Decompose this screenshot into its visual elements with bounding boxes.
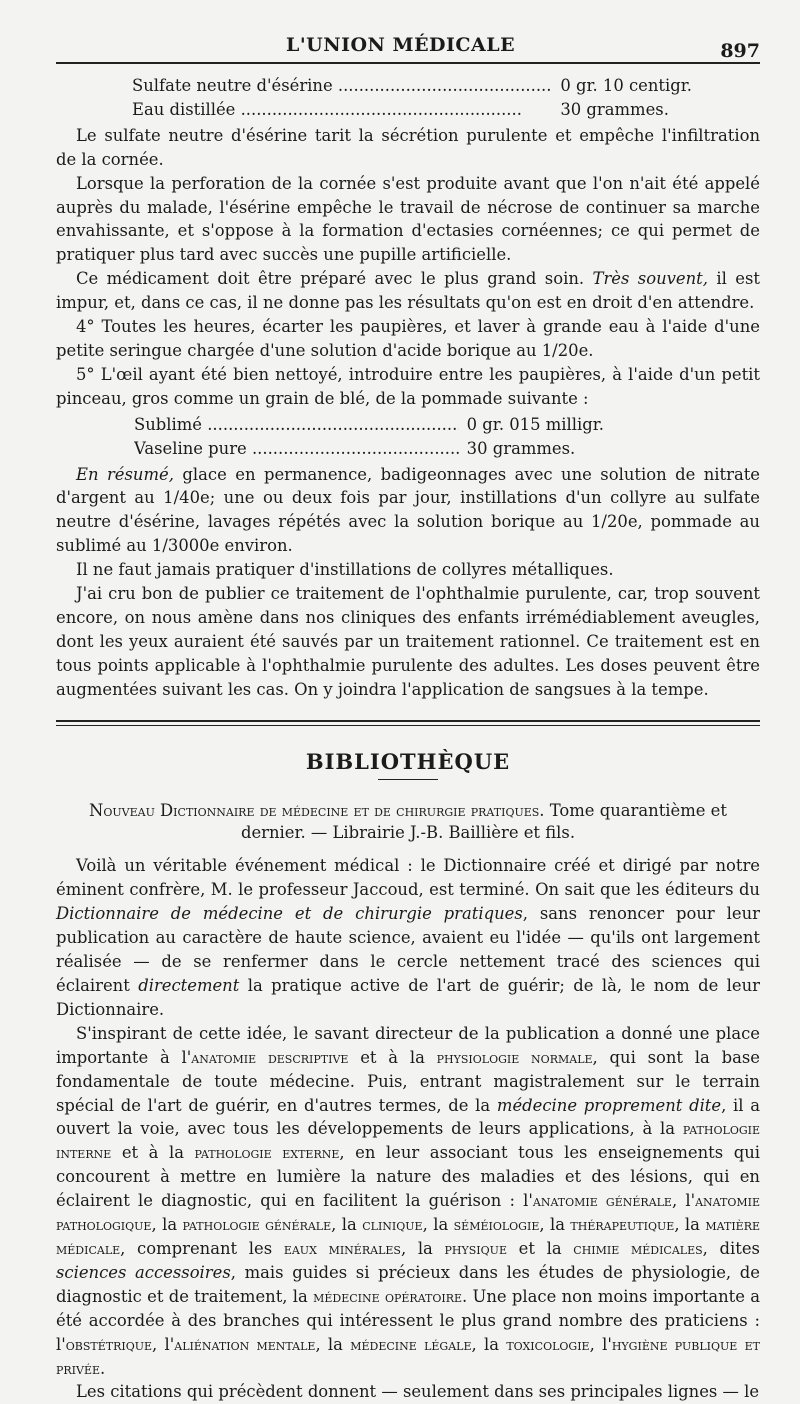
- text-run: Voilà un véritable événement médical : le Dictionnaire créé et dirigé par notre éminent confrère, M. le professeur Jaccoud, est terminé. On sait que les éditeurs du: [56, 856, 760, 900]
- running-head: [56, 28, 760, 64]
- recipe-ingredient: Sulfate neutre d'ésérine .....: [132, 74, 552, 98]
- styled-term: aliénation mentale: [174, 1334, 316, 1354]
- text-run: Ce médicament doit être préparé avec le plus grand soin.: [76, 269, 585, 289]
- text-run: , la: [674, 1215, 706, 1235]
- styled-term: anatomie descriptive: [191, 1047, 349, 1067]
- text-run: glace en permanence, badigeonnages avec une solution de nitrate d'argent au 1/40e; une ou deux fois par jour, instillations d'un collyre au sulfate neutre d'ésérine, lavages répétés avec la solution borique au 1/20e, pommade au sublimé au 1/3000e environ.: [56, 464, 761, 556]
- paragraph: Lorsque la perforation de la cornée s'est produite avant que l'on n'ait été appelé auprès du malade, l'ésérine empêche le travail de nécrose de continuer sa marche envahissante, et s'oppose à la formation d'ectasies cornéennes; ce qui permet de pratiquer plus tard avec succès une pupille artificielle.: [56, 173, 760, 265]
- review-paragraph: [56, 1022, 760, 1381]
- text-run: il est impur, et, dans ce cas, il ne donne pas les résultats qu'on est en droit d'en attendre.: [56, 269, 760, 313]
- text-run: et à la: [348, 1047, 437, 1067]
- styled-term: chimie médicales: [573, 1238, 703, 1258]
- paragraph: 5° L'œil ayant été bien nettoyé, introduire entre les paupières, à l'aide d'un petit pinceau, gros comme un grain de blé, de la pommade suivante :: [56, 364, 760, 408]
- header-rule: [56, 62, 760, 64]
- text-run: , la: [151, 1215, 183, 1235]
- text-run: , en leur associant tous les enseignements qui concourent à mettre en lumière la nature des maladies et des lésions, qui en éclairent le diagnostic, qui en facilitent la guérison : l': [56, 1143, 760, 1211]
- text-run: , l': [589, 1334, 612, 1354]
- title-rule: [378, 779, 438, 780]
- text-run: .: [100, 1358, 106, 1378]
- styled-term: thérapeutique: [570, 1215, 675, 1235]
- recipe-ingredient: Sublimé .....: [134, 413, 459, 437]
- book-title-main: Nouveau Dictionnaire de médecine et de chirurgie pratiques.: [89, 801, 545, 821]
- styled-term: physiologie normale: [436, 1047, 593, 1067]
- journal-title: L'UNION MÉDICALE: [286, 34, 516, 56]
- styled-term: obstétrique: [65, 1334, 153, 1354]
- page-number: 897: [720, 40, 760, 62]
- review-paragraph: [56, 854, 760, 1021]
- text-run: , l': [671, 1191, 696, 1211]
- text-run: , mais guides si précieux dans les études de physiologie, de diagnostic et de traitement, la: [56, 1262, 760, 1306]
- styled-term: anatomie générale: [532, 1191, 672, 1211]
- styled-term: anatomie pathologique: [56, 1191, 760, 1235]
- review-paragraph: Les citations qui précèdent donnent — seulement dans ses principales lignes — le: [76, 1382, 760, 1402]
- paragraph: 4° Toutes les heures, écarter les paupières, et laver à grande eau à l'aide d'une petite seringue chargée d'une solution d'acide borique au 1/20e.: [56, 317, 760, 360]
- recipe-dose: 30 grammes.: [466, 438, 576, 458]
- styled-term: pathologie générale: [182, 1215, 332, 1235]
- text-run: la pratique active de l'art de guérir; de là, le nom de leur Dictionnaire.: [56, 976, 760, 1019]
- text-run: , comprenant les: [120, 1238, 284, 1258]
- text-run: , la: [422, 1215, 454, 1235]
- recipe-dose: 30 grammes.: [560, 99, 669, 119]
- styled-term: pathologie externe: [194, 1143, 340, 1163]
- text-run: , dites: [702, 1238, 760, 1258]
- text-run: et la: [506, 1238, 574, 1258]
- recipe-eserine: [132, 74, 692, 122]
- text-run: et à la: [111, 1143, 195, 1163]
- styled-term: toxicologie: [506, 1334, 590, 1354]
- paragraph: Il ne faut jamais pratiquer d'instillations de collyres métalliques.: [76, 560, 614, 580]
- recipe-ingredient: Eau distillée .....: [132, 98, 552, 122]
- section-title: BIBLIOTHÈQUE: [305, 748, 511, 774]
- text-run: , la: [315, 1334, 351, 1354]
- styled-term: médecine opératoire: [313, 1286, 463, 1306]
- text-run: , la: [471, 1334, 507, 1354]
- paragraph: [56, 463, 760, 559]
- article-body: [56, 72, 760, 1404]
- text-run: , qui sont la base fondamentale de toute médecine. Puis, entrant magistralement sur le terrain spécial de l'art de guérir, en d'autres termes, de la: [56, 1047, 760, 1115]
- styled-term: pathologie interne: [56, 1119, 760, 1163]
- text-run: , la: [331, 1215, 363, 1235]
- styled-term: physique: [444, 1238, 507, 1258]
- recipe-ingredient: Vaseline pure .....: [134, 437, 459, 461]
- recipe-dose: 0 gr. 015 milligr.: [466, 414, 604, 434]
- section-divider: [56, 720, 760, 726]
- emphasis: En résumé,: [76, 464, 174, 484]
- paragraph: Le sulfate neutre d'ésérine tarit la sécrétion purulente et empêche l'infiltration de la cornée.: [56, 125, 760, 169]
- styled-term: sciences accessoires: [56, 1262, 231, 1282]
- text-run: , la: [539, 1215, 571, 1235]
- styled-term: médecine légale: [350, 1334, 472, 1354]
- emphasis: Très souvent,: [592, 269, 708, 289]
- styled-term: Dictionnaire de médecine et de chirurgie pratiques: [56, 904, 523, 924]
- book-title-rest: Tome quarantième et dernier. — Librairie J.-B. Baillière et fils.: [240, 801, 727, 843]
- styled-term: hygiène publique et privée: [56, 1334, 760, 1378]
- text-run: , il a ouvert la voie, avec tous les développements de leurs applications, à la: [56, 1095, 761, 1139]
- text-run: S'inspirant de cette idée, le savant directeur de la publication a donné une place importante à l': [56, 1023, 760, 1067]
- styled-term: eaux minérales: [283, 1238, 401, 1258]
- text-run: , la: [400, 1238, 445, 1258]
- recipe-dose: 0 gr. 10 centigr.: [560, 76, 692, 95]
- styled-term: clinique: [362, 1215, 423, 1235]
- text-run: . Une place non moins importante a été accordée à des branches qui intéressent le plus grand nombre des praticiens : l': [56, 1286, 760, 1354]
- recipe-pommade: [134, 413, 604, 461]
- paragraph: J'ai cru bon de publier ce traitement de l'ophthalmie purulente, car, trop souvent encore, on nous amène dans nos cliniques des enfants irrémédiablement aveugles, dont les yeux auraient été sauvés par un traitement rationnel. Ce traitement est en tous points applicable à l'ophthalmie purulente des adultes. Les doses peuvent être augmentées suivant les cas. On y joindra l'application de sangsues à la tempe.: [56, 584, 760, 699]
- text-run: , sans renoncer pour leur publication au caractère de haute science, avaient eu l'idée — qu'ils ont largement réalisée — de se renfermer dans le cercle nettement tracé des sciences qui éclairent: [56, 904, 760, 995]
- styled-term: matière médicale: [56, 1215, 761, 1258]
- paragraph: [56, 267, 760, 315]
- styled-term: directement: [138, 976, 240, 995]
- styled-term: médecine proprement dite: [496, 1095, 722, 1115]
- book-title: [56, 800, 760, 844]
- styled-term: séméiologie: [453, 1215, 540, 1235]
- text-run: , l': [152, 1334, 175, 1354]
